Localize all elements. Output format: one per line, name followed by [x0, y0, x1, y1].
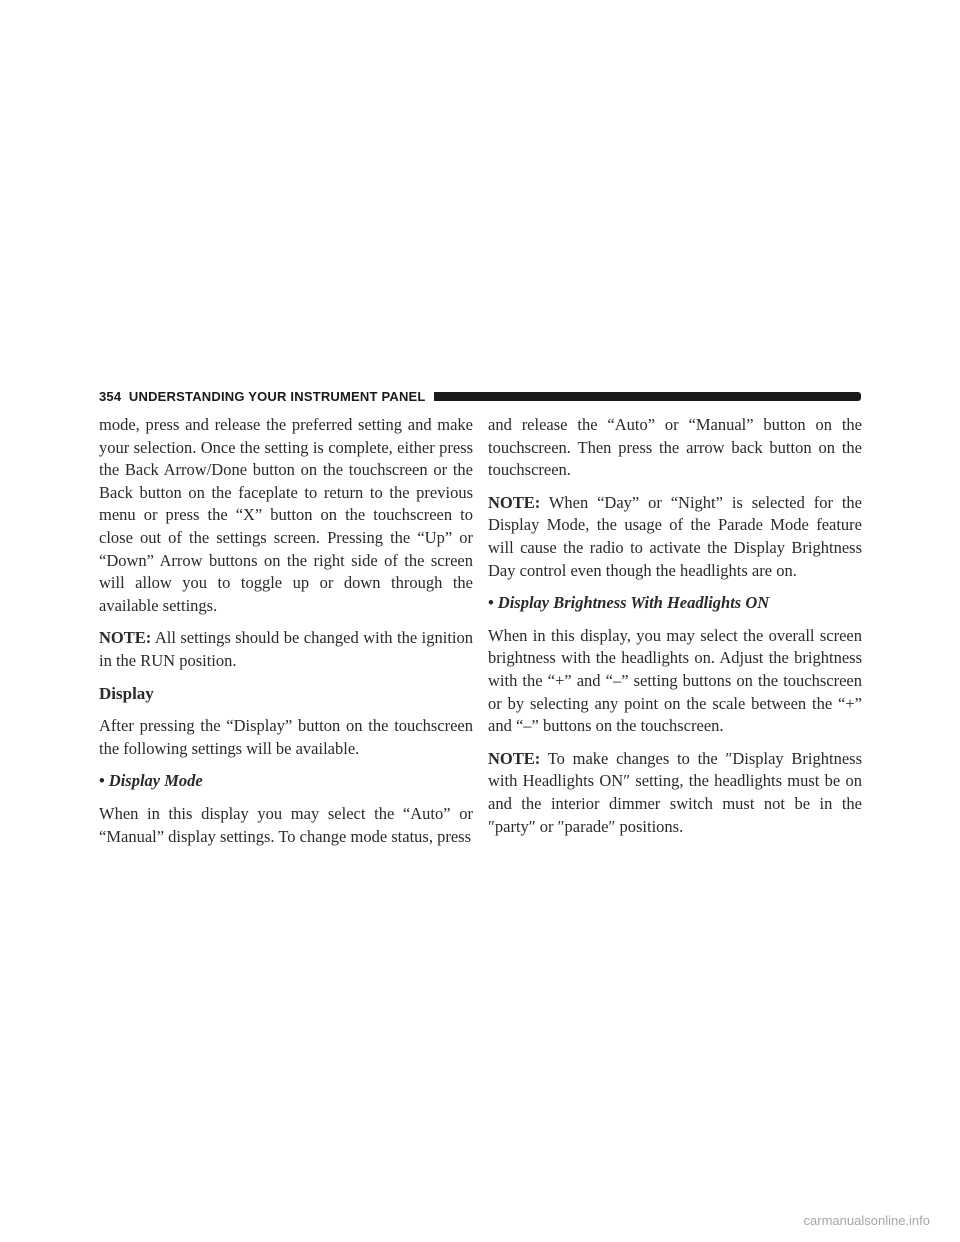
note-label: NOTE:	[488, 748, 541, 768]
bullet-icon: •	[488, 593, 494, 613]
note-text: To make changes to the ″Display Brightness with Headlights ON″ setting, the headlights must be on and the interior dimmer switch must not be in the ″party″ or ″parade″ positions.	[488, 748, 862, 836]
note-headlights	[488, 748, 862, 838]
note-text: All settings should be changed with the ignition in the RUN position.	[99, 628, 473, 670]
paragraph-display-mode: When in this display you may select the “Auto” or “Manual” display settings. To change mode status, press	[99, 803, 473, 846]
paragraph-auto-manual: and release the “Auto” or “Manual” button on the touchscreen. Then press the arrow back button on the touchscreen.	[488, 415, 862, 480]
right-column	[488, 414, 862, 848]
paragraph-brightness: When in this display, you may select the overall screen brightness with the headlights on. Adjust the brightness with the “+” and “–” setting buttons on the touchscreen or by selecting any point on the scale between the “+” and “–” buttons on the touchscreen.	[488, 625, 862, 736]
bullet-label: Display Mode	[108, 771, 203, 791]
page-number: 354	[99, 388, 122, 404]
note-day-night	[488, 492, 862, 582]
paragraph-display-intro: After pressing the “Display” button on the touchscreen the following settings will be available.	[99, 716, 473, 758]
note-text: When “Day” or “Night” is selected for the Display Mode, the usage of the Parade Mode feature will cause the radio to activate the Display Brightness Day control even though the headlights are on.	[488, 492, 862, 580]
bullet-display-mode	[99, 770, 473, 793]
left-column	[99, 414, 473, 858]
bullet-label: Display Brightness With Headlights ON	[497, 593, 770, 613]
section-title: UNDERSTANDING YOUR INSTRUMENT PANEL	[128, 388, 426, 404]
bullet-icon: •	[99, 771, 105, 791]
note-label: NOTE:	[488, 492, 541, 512]
header-rule	[434, 392, 861, 401]
section-heading-display: Display	[99, 683, 154, 703]
header-text	[99, 389, 434, 404]
paragraph-mode-selection: mode, press and release the preferred setting and make your selection. Once the setting is complete, either press the Back Arrow/Done button on the touchscreen or the Back button on the faceplate to return to the previous menu or press the “X” button on the touchscreen to close out of the settings screen. Pressing the “Up” or “Down” Arrow buttons on the right side of the screen will allow you to toggle up or down through the available settings.	[99, 415, 473, 615]
note-label: NOTE:	[99, 628, 152, 648]
page-header	[99, 388, 861, 404]
note-ignition	[99, 627, 473, 672]
watermark: carmanualsonline.info	[803, 1213, 930, 1228]
bullet-brightness-headlights	[488, 592, 862, 615]
